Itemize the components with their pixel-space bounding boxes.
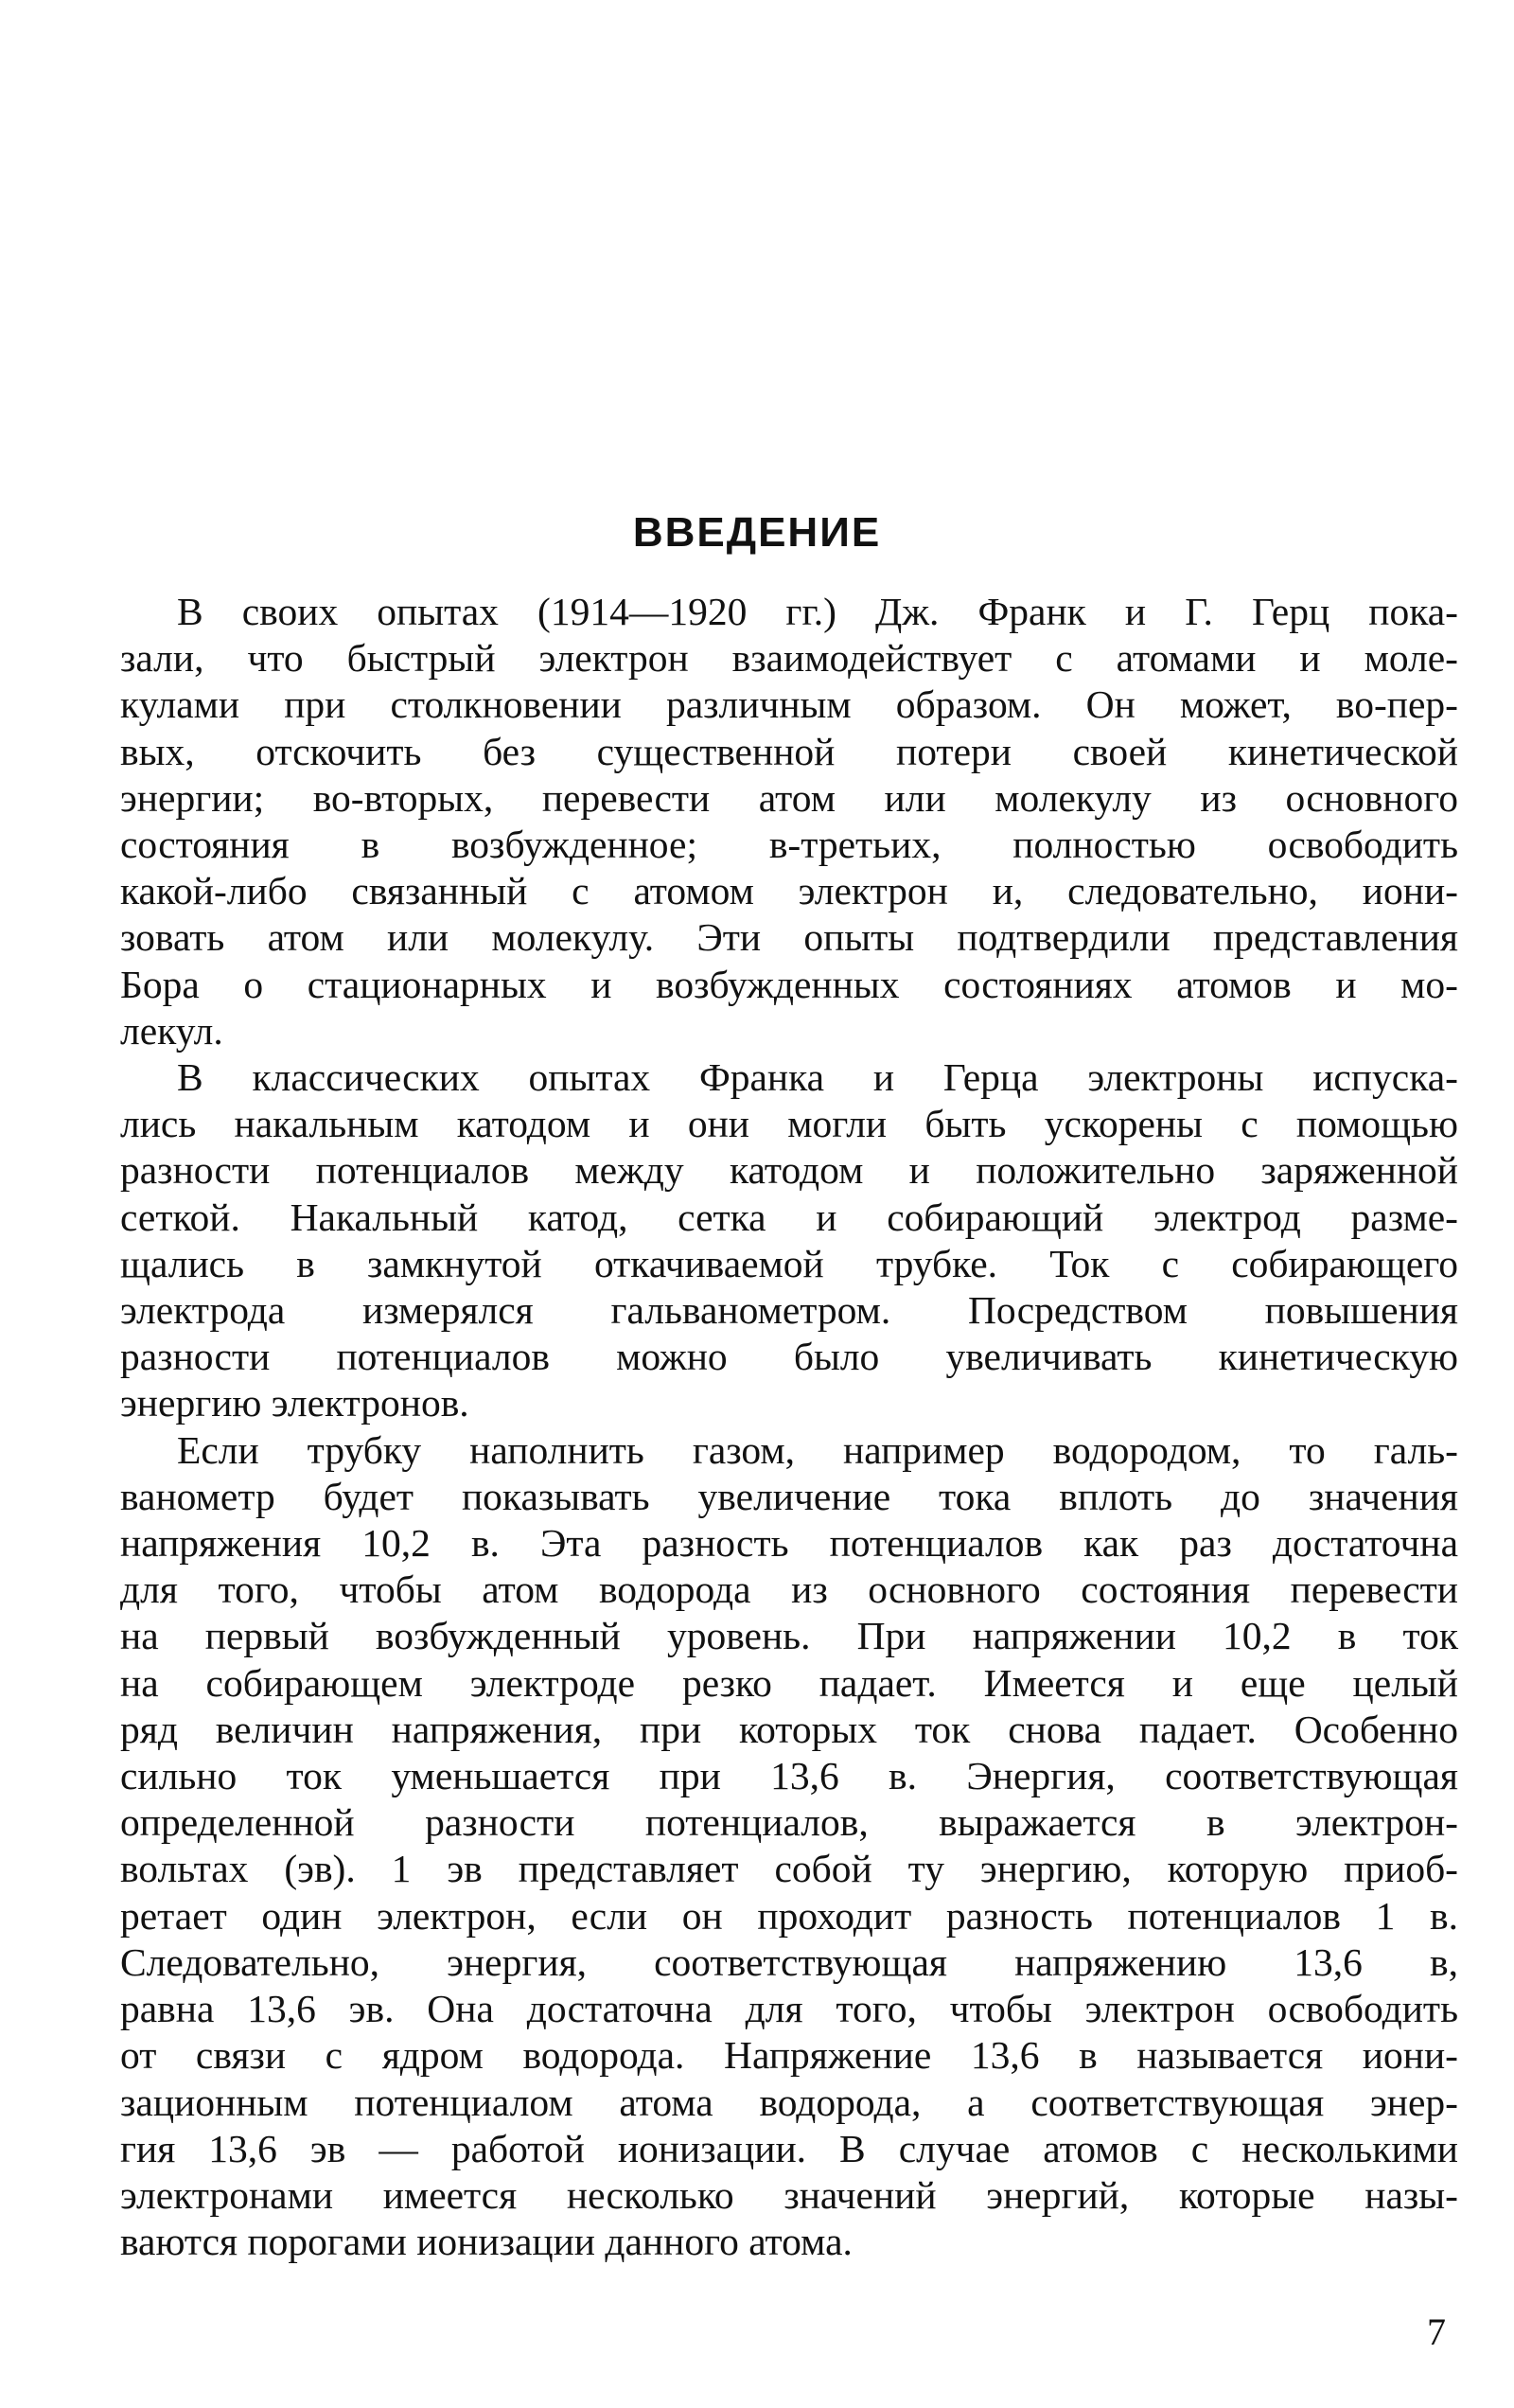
text-line: лись накальным катодом и они могли быть ускорены с помощью [120, 1102, 1458, 1146]
text-line: определенной разности потенциалов, выражается в электрон- [120, 1800, 1458, 1845]
text-line: разности потенциалов можно было увеличивать кинетическую [120, 1335, 1458, 1379]
text-line: электронами имеется несколько значений энергий, которые назы- [120, 2172, 1458, 2217]
text-line: вых, отскочить без существенной потери своей кинетической [120, 729, 1458, 773]
text-line: сильно ток уменьшается при 13,6 в. Энергия, соответствующая [120, 1754, 1458, 1798]
page-number: 7 [1427, 2311, 1446, 2353]
paragraph [120, 1054, 1458, 1427]
paragraph [120, 589, 1458, 1054]
text-line: разности потенциалов между катодом и положительно заряженной [120, 1148, 1458, 1193]
text-line: напряжения 10,2 в. Эта разность потенциалов как раз достаточна [120, 1521, 1458, 1566]
text-line: зали, что быстрый электрон взаимодействует с атомами и моле- [120, 636, 1458, 681]
text-line: равна 13,6 эв. Она достаточна для того, чтобы электрон освободить [120, 1987, 1458, 2031]
text-line: кулами при столкновении различным образом. Он может, во-пер- [120, 682, 1458, 727]
text-line: какой-либо связанный с атомом электрон и, следовательно, иони- [120, 869, 1458, 913]
text-line: сеткой. Накальный катод, сетка и собирающий электрод разме- [120, 1195, 1458, 1239]
text-line: ванометр будет показывать увеличение тока вплоть до значения [120, 1474, 1458, 1518]
paragraph [120, 1427, 1458, 2266]
text-line: Следовательно, энергия, соответствующая напряжению 13,6 в, [120, 1939, 1458, 1984]
text-line: ряд величин напряжения, при которых ток снова падает. Особенно [120, 1707, 1458, 1751]
body-text [120, 589, 1458, 2265]
text-line: от связи с ядром водорода. Напряжение 13,6 в называется иони- [120, 2033, 1458, 2078]
text-line: на первый возбужденный уровень. При напряжении 10,2 в ток [120, 1614, 1458, 1658]
text-line: щались в замкнутой откачиваемой трубке. Ток с собирающего [120, 1241, 1458, 1285]
chapter-heading: ВВЕДЕНИЕ [632, 509, 882, 556]
text-line: зационным потенциалом атома водорода, а соответствующая энер- [120, 2080, 1458, 2124]
text-line: для того, чтобы атом водорода из основного состояния перевести [120, 1567, 1458, 1612]
text-line: на собирающем электроде резко падает. Имеется и еще целый [120, 1660, 1458, 1705]
text-line: Если трубку наполнить газом, например водородом, то галь- [177, 1427, 1458, 1472]
text-line: ваются порогами ионизации данного атома. [120, 2220, 853, 2264]
text-line: энергии; во-вторых, перевести атом или молекулу из основного [120, 775, 1458, 820]
text-line: В классических опытах Франка и Герца электроны испуска- [177, 1055, 1458, 1100]
text-line: В своих опытах (1914—1920 гг.) Дж. Франк и Г. Герц пока- [177, 590, 1458, 633]
text-line: гия 13,6 эв — работой ионизации. В случае атомов с несколькими [120, 2126, 1458, 2170]
text-line: зовать атом или молекулу. Эти опыты подтвердили представления [120, 915, 1458, 960]
text-line: энергию электронов. [120, 1381, 469, 1425]
text-line: вольтах (эв). 1 эв представляет собой ту энергию, которую приоб- [120, 1847, 1458, 1891]
text-line: электрода измерялся гальванометром. Посредством повышения [120, 1288, 1458, 1333]
text-line: лекул. [120, 1008, 223, 1053]
text-line: ретает один электрон, если он проходит разность потенциалов 1 в. [120, 1893, 1458, 1938]
text-line: Бора о стационарных и возбужденных состояниях атомов и мо- [120, 962, 1458, 1006]
text-line: состояния в возбужденное; в-третьих, полностью освободить [120, 823, 1458, 867]
